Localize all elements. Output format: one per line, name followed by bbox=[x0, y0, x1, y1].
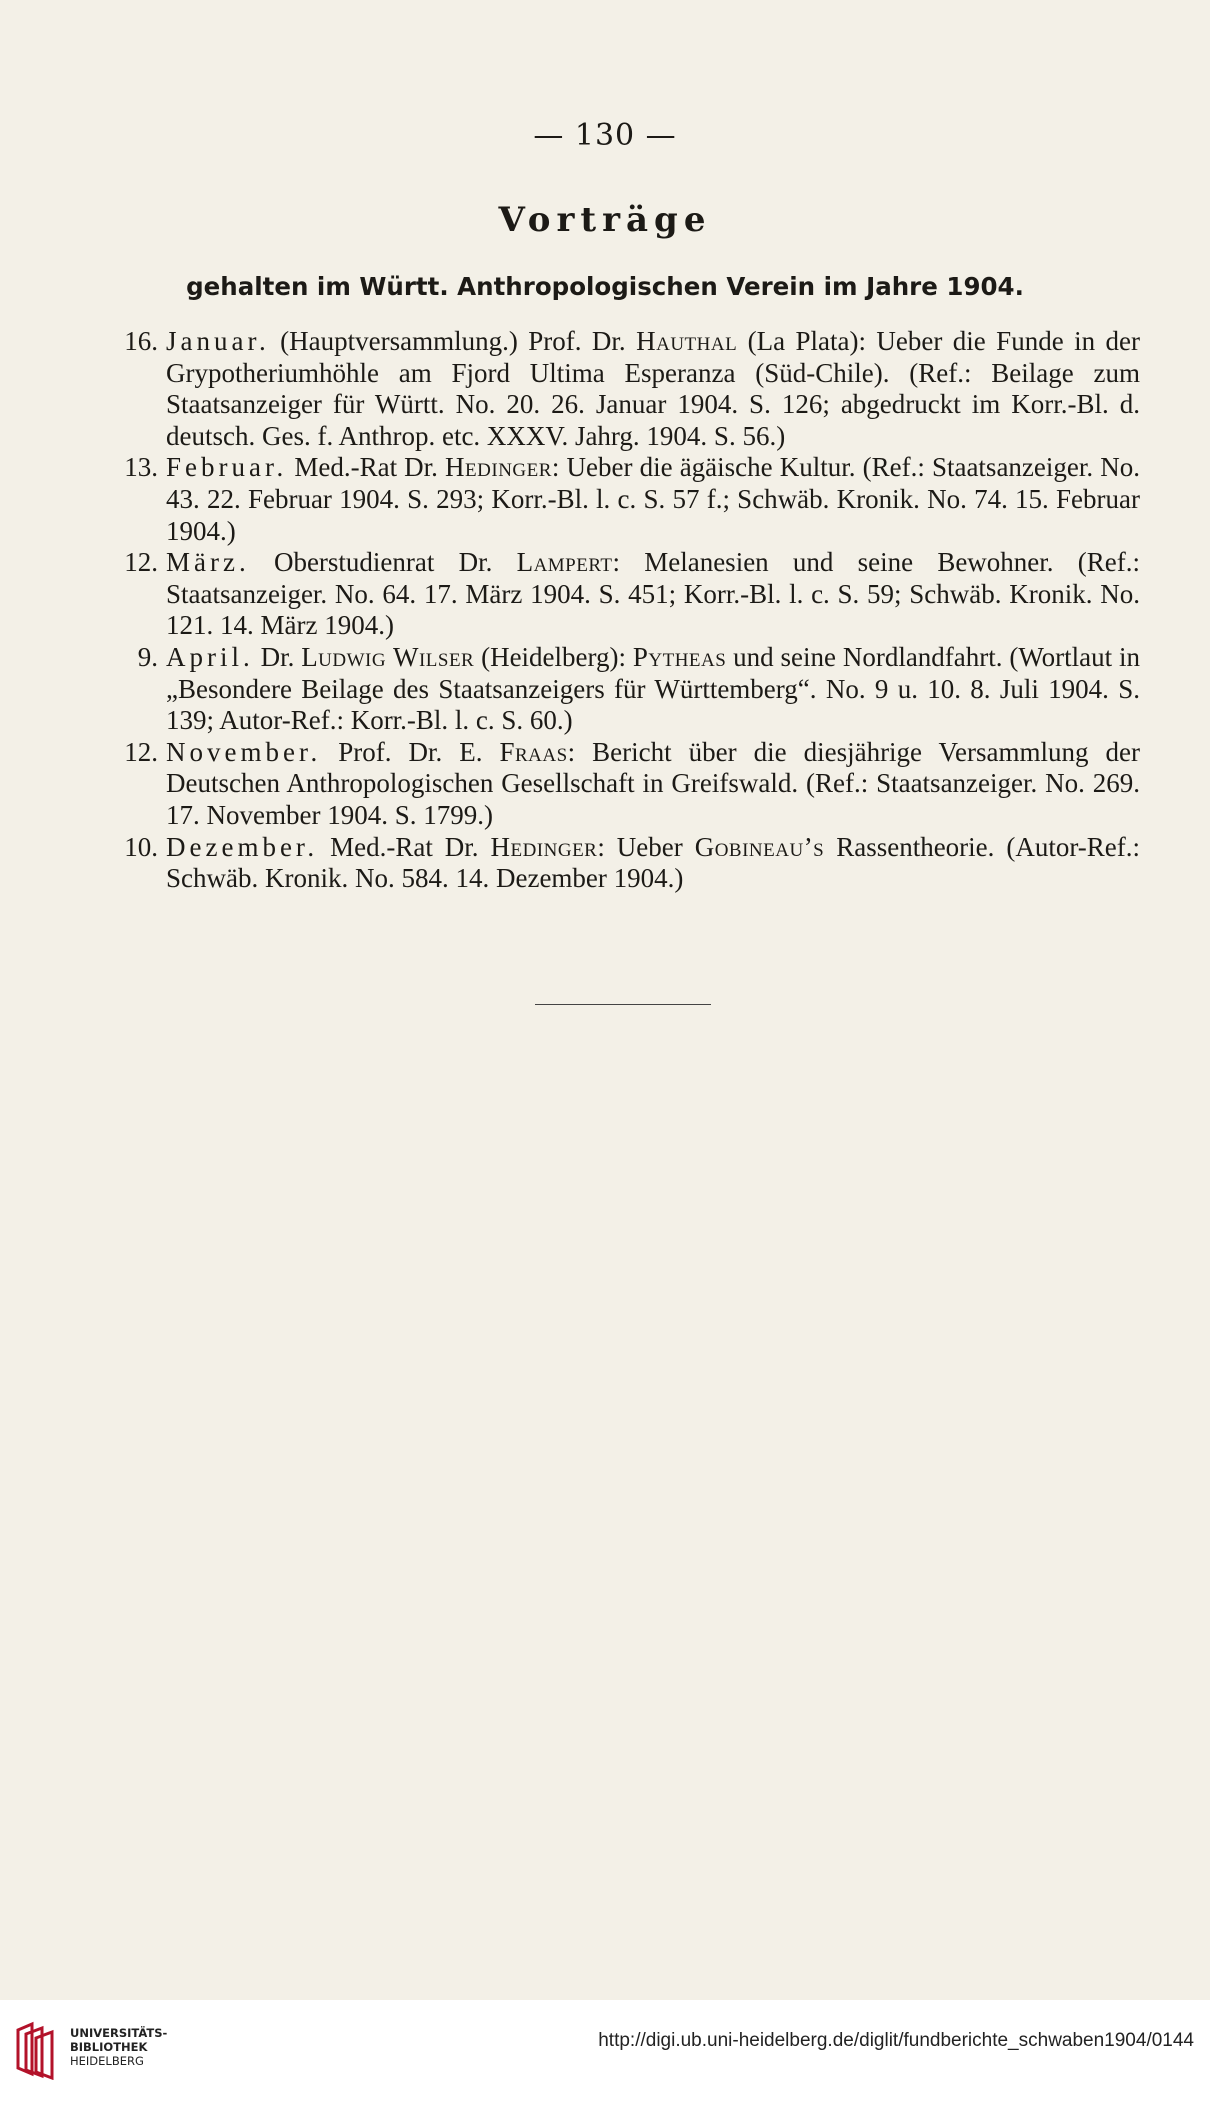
entry-text: Rassentheorie. (Autor-Ref.: Schwäb. Kronik. No. 584. 14. Dezember 1904.) bbox=[166, 831, 1141, 894]
lecture-entry bbox=[100, 452, 1140, 547]
page-number: — 130 — bbox=[533, 118, 677, 153]
lecture-entry bbox=[100, 547, 1140, 642]
library-logo-text bbox=[70, 2026, 167, 2068]
section-divider bbox=[535, 1004, 711, 1005]
entry-month: April. bbox=[166, 641, 254, 672]
entry-day: 9. bbox=[137, 641, 158, 672]
entry-text: (Hauptversammlung.) Prof. Dr. bbox=[269, 326, 637, 356]
entry-day: 13. bbox=[124, 452, 158, 483]
entry-body bbox=[162, 452, 1140, 547]
entry-text: Dr. bbox=[253, 641, 302, 672]
page-subtitle: gehalten im Württ. Anthropologischen Verein im Jahre 1904. bbox=[186, 272, 1024, 301]
entry-body bbox=[162, 832, 1140, 895]
entry-day: 16. bbox=[124, 326, 158, 356]
entry-body bbox=[162, 547, 1140, 642]
entry-text: : Melanesien und seine Bewohner. (Ref.: Staatsanzeiger. No. 64. 17. März 1904. S. 451; Korr.-Bl. l. c. S. 59; Schwäb. Kronik. No. 121. 14. März 1904.) bbox=[166, 547, 1140, 641]
entry-text: : Ueber bbox=[597, 831, 695, 862]
entry-body bbox=[162, 642, 1140, 737]
speaker-name: Hedinger bbox=[490, 831, 598, 862]
lecture-entry bbox=[100, 832, 1140, 895]
entry-month: November. bbox=[166, 736, 322, 767]
logo-line: HEIDELBERG bbox=[70, 2054, 144, 2068]
entry-text: (Heidelberg): bbox=[474, 641, 633, 672]
speaker-name: Fraas bbox=[499, 736, 568, 767]
entry-day: 12. bbox=[124, 547, 158, 578]
entry-month: Januar. bbox=[166, 326, 270, 356]
entry-day: 12. bbox=[124, 736, 158, 767]
entry-text: und seine Nordlandfahrt. (Wortlaut in „Besondere Beilage des Staatsanzeigers für Württemberg“. No. 9 u. 10. 8. Juli 1904. S. 139; Autor-Ref.: Korr.-Bl. l. c. S. 60.) bbox=[166, 641, 1140, 736]
entry-month: März. bbox=[166, 547, 250, 578]
entry-day: 10. bbox=[124, 831, 158, 862]
entry-text: (La Plata): Ueber die Funde in der Grypotheriumhöhle am Fjord Ultima Esperanza (Süd-Chile). (Ref.: Beilage zum Staatsanzeiger für Württ. No. 20. 26. Januar 1904. S. 126; abgedruckt im Korr.-Bl. d. deutsch. Ges. f. Anthrop. etc. XXXV. Jahrg. 1904. S. 56.) bbox=[166, 326, 1140, 451]
entry-body bbox=[162, 737, 1140, 832]
entry-text: Oberstudienrat Dr. bbox=[249, 547, 517, 578]
entry-month: Februar. bbox=[166, 452, 288, 483]
subject-name: Gobineau’s bbox=[694, 831, 825, 862]
lecture-entry bbox=[100, 737, 1140, 832]
lecture-list bbox=[100, 326, 1140, 895]
speaker-name: Lampert bbox=[516, 547, 613, 578]
source-url-link[interactable]: http://digi.ub.uni-heidelberg.de/diglit/fundberichte_schwaben1904/0144 bbox=[598, 2030, 1194, 2051]
entry-text: : Bericht über die diesjährige Versammlung der Deutschen Anthropologischen Gesellschaft in Greifswald. (Ref.: Staatsanzeiger. No. 269. 17. November 1904. S. 1799.) bbox=[166, 736, 1140, 830]
entry-month: Dezember. bbox=[166, 831, 319, 862]
subject-name: Pytheas bbox=[632, 641, 727, 672]
speaker-name: Ludwig Wilser bbox=[301, 641, 475, 672]
logo-line: UNIVERSITÄTS- bbox=[70, 2026, 168, 2040]
entry-body bbox=[162, 326, 1140, 452]
entry-text: Med.-Rat Dr. bbox=[287, 452, 446, 483]
page-title: Vorträge bbox=[498, 200, 712, 240]
lecture-entry bbox=[100, 326, 1140, 452]
digitization-footer bbox=[0, 2000, 1210, 2107]
lecture-entry bbox=[100, 642, 1140, 737]
speaker-name: Hedinger bbox=[445, 452, 552, 483]
entry-text: Med.-Rat Dr. bbox=[318, 831, 491, 862]
speaker-name: Hauthal bbox=[636, 326, 738, 356]
entry-text: Prof. Dr. E. bbox=[321, 736, 500, 767]
logo-line: BIBLIOTHEK bbox=[70, 2040, 148, 2054]
library-logo-icon bbox=[12, 2020, 60, 2080]
entry-text: : Ueber die ägäische Kultur. (Ref.: Staatsanzeiger. No. 43. 22. Februar 1904. S. 293; Korr.-Bl. l. c. S. 57 f.; Schwäb. Kronik. No. 74. 15. Februar 1904.) bbox=[166, 452, 1140, 546]
